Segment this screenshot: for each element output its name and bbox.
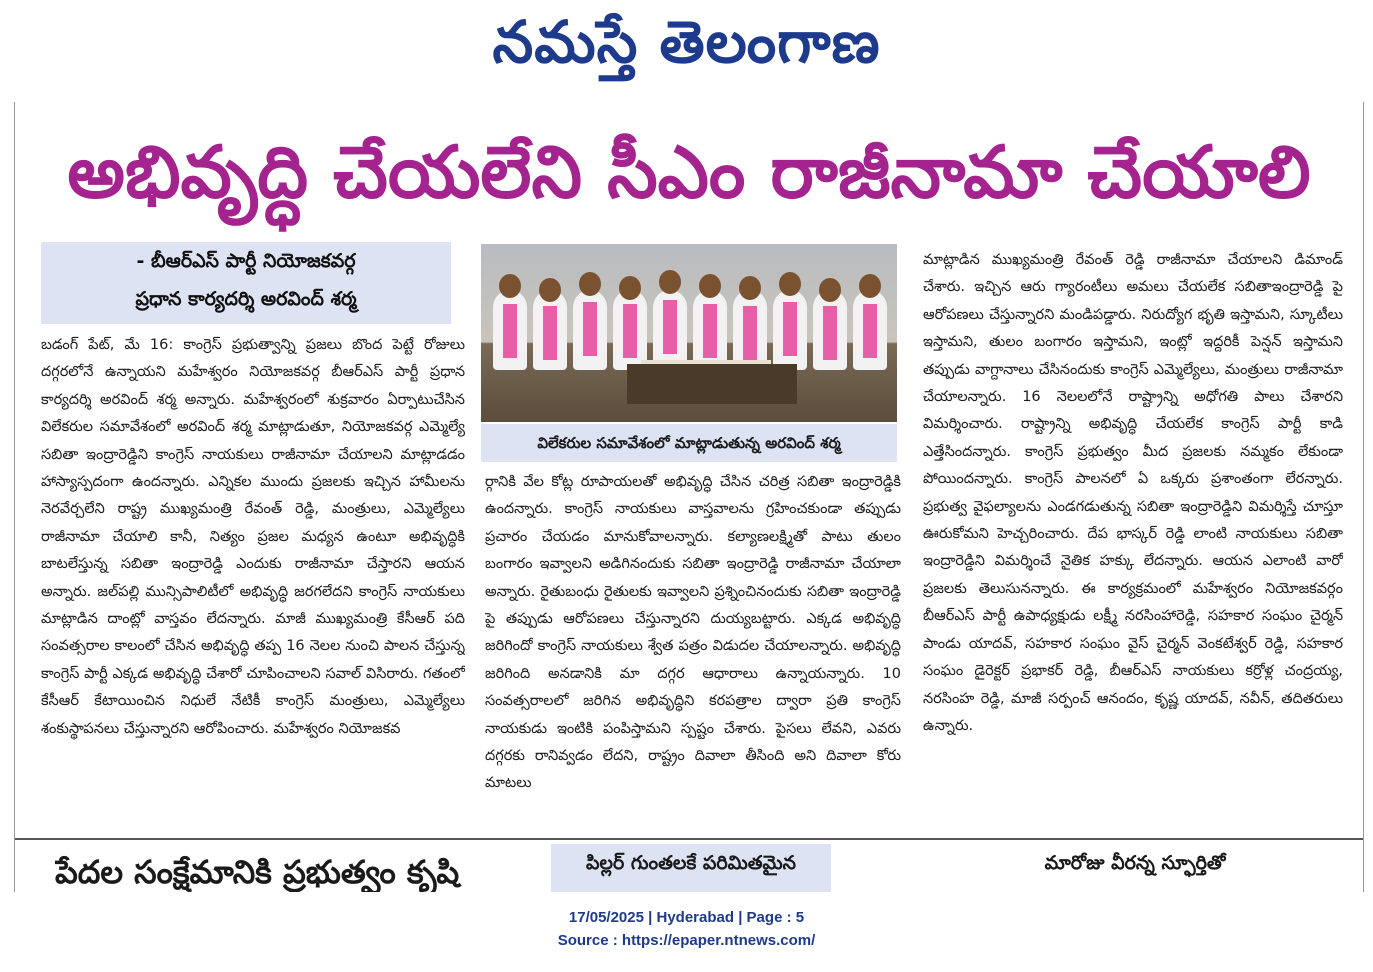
footer-date-line: 17/05/2025 | Hyderabad | Page : 5: [568, 909, 805, 926]
section-divider: [15, 838, 1363, 840]
footer-source-link[interactable]: Source : https://epaper.ntnews.com/: [557, 932, 816, 949]
byline-box: [41, 242, 451, 324]
masthead: [0, 0, 1373, 92]
masthead-title: నమస్తే తెలంగాణ: [492, 8, 881, 76]
article-column-2: [485, 469, 901, 832]
article-column-3: [923, 247, 1343, 832]
bottom-headline-3: మారోజు వీరన్న స్ఫూర్తితో: [1044, 852, 1226, 874]
photo-table: [627, 364, 797, 404]
main-headline: అభివృద్ధి చేయలేని సీఎం రాజీనామా చేయాలి: [67, 130, 1311, 214]
news-photo: [481, 244, 897, 422]
byline-line2: ప్రధాన కార్యదర్శి అరవింద్ శర్మ: [135, 288, 357, 310]
bottom-headline-2: పిల్లర్ గుంతలకే పరిమితమైన: [551, 844, 831, 892]
photo-caption: విలేకరుల సమావేశంలో మాట్లాడుతున్న అరవింద్ శర్మ: [481, 424, 897, 462]
bottom-headline-1: పేదల సంక్షేమానికి ప్రభుత్వం కృషి: [55, 853, 460, 891]
article-text-col2: ర్గానికి వేల కోట్ల రూపాయలతో అభివృద్ధి చేసిన చరిత్ర సబితా ఇంద్రారెడ్డికి ఉందన్నారు. కాంగ్రెస్ నాయకులు వాస్తవాలను గ్రహించకుండా తప్పుడు ప్రచారం చేయడం మానుకోవాలన్నారు. కల్యాణలక్ష్మితో పాటు తులం బంగారం ఇవ్వాలని అడిగినందుకు సబితా ఇంద్రారెడ్డి రాజీనామా చేయాలా అన్నారు. రైతుబంధు రైతులకు ఇవ్వాలని ప్రశ్నించినందుకు సబితా ఇంద్రారెడ్డి పై తప్పుడు ఆరోపణలు చేస్తున్నారని దుయ్యబట్టారు. ఎక్కడ అభివృద్ధి జరిగిందో కాంగ్రెస్ నాయకులు శ్వేత పత్రం విడుదల చేయాలన్నారు. అభివృద్ధి జరిగింది అనడానికి మా దగ్గర ఆధారాలు ఉన్నాయన్నారు. 10 సంవత్సరాలలో జరిగిన అభివృద్ధిని కరపత్రాల ద్వారా ప్రతి కాంగ్రెస్ నాయకుడు ఇంటికి పంపిస్తామని స్పష్టం చేశారు. పైసలు లేవని, ఎవరు దగ్గరకు రానివ్వడం లేదని, రాష్ట్రం దివాలా తీసింది అని దివాలా కోరు మాటలు: [485, 474, 901, 792]
article-column-1: [41, 332, 465, 832]
byline-line1: - బీఆర్‌ఎస్ పార్టీ నియోజకవర్గ: [136, 250, 356, 272]
footer: [0, 906, 1373, 952]
article-text-col3: మాట్లాడిన ముఖ్యమంత్రి రేవంత్ రెడ్డి రాజీనామా చేయాలని డిమాండ్ చేశారు. ఇచ్చిన ఆరు గ్యారంటీలు అమలు చేయలేక సబితాఇంద్రారెడ్డి పై ఆరోపణలు చేస్తున్నారని మండిపడ్డారు. నిరుద్యోగ భృతి ఇస్తామని, స్కూటీలు ఇస్తామని, తులం బంగారం ఇస్తామని, ఇంట్లో ఇద్దరికీ పెన్షన్ ఇస్తామని తప్పుడు వాగ్దానాలు చేసినందుకు కాంగ్రెస్ ఎమ్మెల్యేలు, మంత్రులు రాజీనామా చేయాలన్నారు. 16 నెలలలోనే రాష్ట్రాన్ని అధోగతి పాలు చేశారని విమర్శించారు. రాష్ట్రాన్ని అభివృద్ధి చేయలేక కాంగ్రెస్ పార్టీ కాడి ఎత్తేసిందన్నారు. కాంగ్రెస్ ప్రభుత్వం మీద ప్రజలకు నమ్మకం లేకుండా పోయిందన్నారు. కాంగ్రెస్ పాలనలో ఏ ఒక్కరు ప్రశాంతంగా లేరన్నారు. ప్రభుత్వ వైఫల్యాలను ఎండగడుతున్న సబితా ఇంద్రారెడ్డిని విమర్శిస్తే చూస్తూ ఊరుకోమని హెచ్చరించారు. దేప భాస్కర్ రెడ్డి లాంటి నాయకులు సబితా ఇంద్రారెడ్డిని విమర్శించే నైతిక హక్కు లేదన్నారు. ఆయన ఎలాంటి వారో ప్రజలకు తెలుసునన్నారు. ఈ కార్యక్రమంలో మహేశ్వరం నియోజకవర్గం బీఆర్‌ఎస్ పార్టీ ఉపాధ్యక్షుడు లక్ష్మీ నరసింహారెడ్డి, సహకార సంఘం చైర్మన్ పాండు యాదవ్, సహకార సంఘం వైస్ చైర్మన్ వెంకటేశ్వర్ రెడ్డి, సహకార సంఘం డైరెక్టర్ ప్రభాకర్ రెడ్డి, బీఆర్‌ఎస్ నాయకులు కర్రోళ్ల చంద్రయ్య, నరసింహ రెడ్డి, మాజీ సర్పంచ్ ఆనందం, కృష్ణ యాదవ్, నవీన్, తదితరులు ఉన్నారు.: [923, 252, 1343, 734]
newspaper-page: [14, 102, 1364, 892]
article-text-col1: బడంగ్ పేట్, మే 16: కాంగ్రెస్ ప్రభుత్వాన్ని ప్రజలు బొంద పెట్టే రోజులు దగ్గరలోనే ఉన్నాయని మహేశ్వరం నియోజకవర్గ బీఆర్‌ఎస్ పార్టీ ప్రధాన కార్యదర్శి అరవింద్ శర్మ అన్నారు. మహేశ్వరంలో శుక్రవారం ఏర్పాటుచేసిన విలేకరుల సమావేశంలో అరవింద్ శర్మ మాట్లాడుతూ, నియోజకవర్గ ఎమ్మెల్యే సబితా ఇంద్రారెడ్డిని కాంగ్రెస్ నాయకులు రాజీనామా చేయాలని మాట్లాడడం హాస్యాస్పదంగా ఉందన్నారు. ఎన్నికల ముందు ప్రజలకు ఇచ్చిన హామీలను నెరవేర్చలేని రాష్ట్ర ముఖ్యమంత్రి రేవంత్ రెడ్డి, మంత్రులు, ఎమ్మెల్యేలు రాజీనామా చేయాలి కానీ, నిత్యం ప్రజల మధ్యన ఉంటూ అభివృద్ధికి బాటలేస్తున్న సబితా ఇంద్రారెడ్డి ఎందుకు రాజీనామా చేస్తారని ఆయన అన్నారు. జల్‌పల్లి మున్సిపాలిటీలో అభివృద్ధి జరగలేదని కాంగ్రెస్ నాయకులు మాట్లాడిన దాంట్లో వాస్తవం లేదన్నారు. మాజీ ముఖ్యమంత్రి కేసీఆర్ పది సంవత్సరాల కాలంలో చేసిన అభివృద్ధి తప్ప 16 నెలల నుంచి పాలన చేస్తున్న కాంగ్రెస్ పార్టీ ఎక్కడ అభివృద్ధి చేశారో చూపించాలని సవాల్ విసిరారు. గతంలో కేసీఆర్ కేటాయించిన నిధులే నేటికీ కాంగ్రెస్ మంత్రులు, ఎమ్మెల్యేలు శంకుస్థాపనలు చేస్తున్నారని ఆరోపించారు. మహేశ్వరం నియోజకవ: [41, 337, 465, 737]
